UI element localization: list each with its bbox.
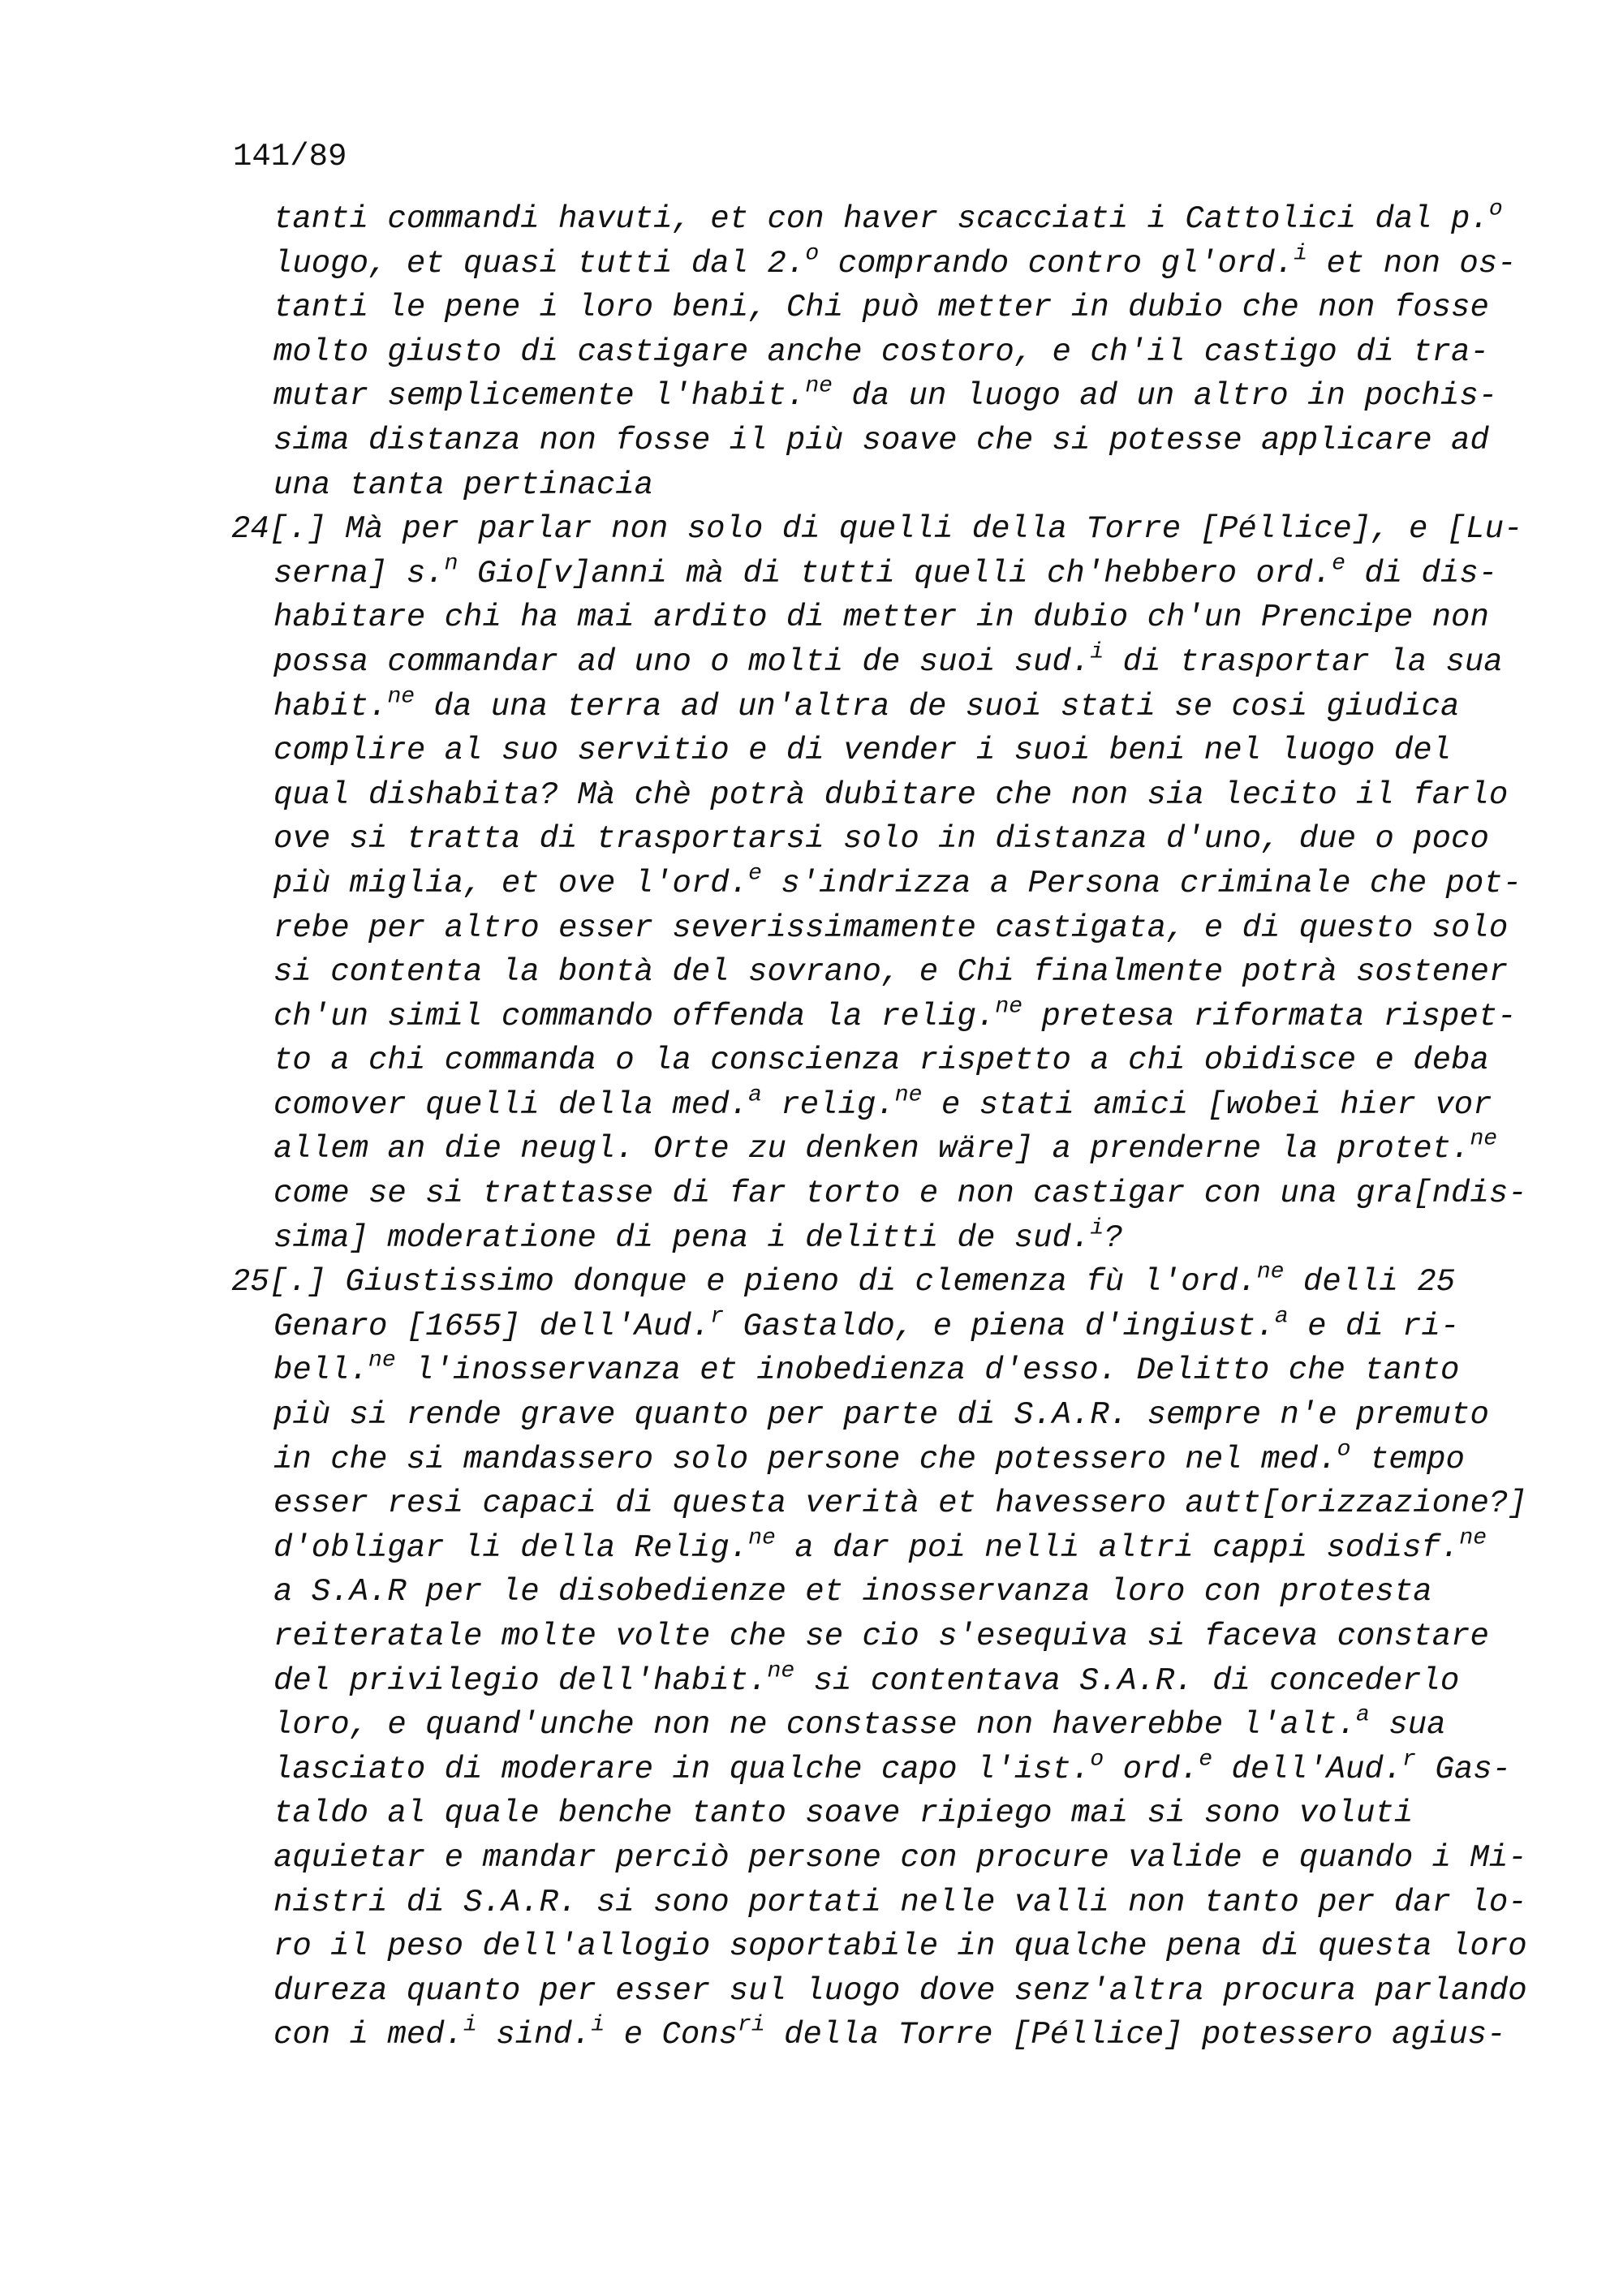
text-run: una tanta pertinacia xyxy=(273,467,654,503)
text-run: sima] moderatione di pena i delitti de sud. xyxy=(273,1219,1091,1256)
text-run: allem an die neugl. Orte zu denken wäre] a prenderne la protet. xyxy=(273,1131,1470,1167)
text-run: s'indrizza a Persona criminale che pot- xyxy=(761,865,1522,901)
text-run: ? xyxy=(1104,1219,1123,1256)
superscript-abbreviation: e xyxy=(1199,1747,1213,1773)
text-run: qual dishabita? Mà chè potrà dubitare che non sia lecito il farlo xyxy=(273,776,1509,813)
superscript-abbreviation: o xyxy=(1337,1437,1351,1463)
text-line xyxy=(231,994,1517,1039)
text-line xyxy=(231,1481,1527,1526)
text-run: di trasportar la sua xyxy=(1104,643,1503,680)
text-run: loro, e quand'unche non ne constasse non haverebbe l'alt. xyxy=(273,1707,1357,1743)
text-run: da una terra ad un'altra de suoi stati se cosi giudica xyxy=(415,688,1460,724)
text-run: habit. xyxy=(273,688,388,724)
text-run: relig. xyxy=(761,1086,895,1123)
text-run: d'obligar li della Relig. xyxy=(273,1529,749,1566)
text-line xyxy=(231,2012,1506,2057)
text-run: et non os- xyxy=(1307,245,1517,282)
superscript-abbreviation: o xyxy=(805,241,820,267)
text-run: lasciato di moderare in qualche capo l'ist. xyxy=(273,1751,1091,1787)
text-line xyxy=(231,1881,1527,1925)
text-run: ove si tratta di trasportarsi solo in distanza d'uno, due o poco xyxy=(273,821,1489,858)
text-run: a dar poi nelli altri cappi sodisf. xyxy=(775,1529,1460,1566)
superscript-abbreviation: i xyxy=(591,2012,605,2038)
text-run: si contentava S.A.R. di concederlo xyxy=(794,1662,1460,1699)
text-line xyxy=(231,1659,1497,1704)
superscript-abbreviation: ne xyxy=(368,1348,396,1374)
superscript-abbreviation: ne xyxy=(894,1082,923,1108)
text-line xyxy=(231,1615,1497,1659)
text-run: esser resi capaci di questa verità et havessero autt[orizzazione?] xyxy=(273,1486,1527,1522)
text-run: mutar semplicemente l'habit. xyxy=(273,378,806,415)
superscript-abbreviation: i xyxy=(1090,1215,1104,1241)
text-run: di dis- xyxy=(1345,555,1498,591)
superscript-abbreviation: ri xyxy=(738,2012,765,2038)
text-run: 24[.] Mà per parlar non solo di quelli della Torre [Péllice], e [Lu- xyxy=(231,511,1523,548)
superscript-abbreviation: e xyxy=(748,861,762,887)
text-run: ch'un simil commando offenda la relig. xyxy=(273,998,996,1034)
superscript-abbreviation: ne xyxy=(805,373,833,399)
superscript-abbreviation: o xyxy=(1488,196,1503,222)
text-run: rebe per altro esser severissimamente castigata, e di questo solo xyxy=(273,909,1509,946)
superscript-abbreviation: n xyxy=(444,551,458,577)
text-line xyxy=(231,552,1497,596)
text-line xyxy=(231,639,1503,685)
text-line xyxy=(231,906,1509,951)
text-run: e di ri- xyxy=(1288,1308,1460,1344)
text-line xyxy=(231,1836,1527,1881)
text-line xyxy=(231,1747,1512,1792)
text-run: nistri di S.A.R. si sono portati nelle valli non tanto per dar lo- xyxy=(273,1884,1527,1920)
superscript-abbreviation: i xyxy=(1090,639,1104,665)
paragraph-first-line xyxy=(231,1260,1497,1305)
text-run: del privilegio dell'habit. xyxy=(273,1662,768,1699)
text-run: con i med. xyxy=(273,2017,464,2053)
text-run: bell. xyxy=(273,1352,369,1389)
text-run: più miglia, et ove l'ord. xyxy=(273,865,749,901)
superscript-abbreviation: ne xyxy=(1470,1127,1498,1153)
text-line xyxy=(231,950,1509,995)
text-run: in che si mandassero solo persone che potessero nel med. xyxy=(273,1441,1337,1477)
superscript-abbreviation: ne xyxy=(767,1658,795,1684)
text-run: habitare chi ha mai ardito di metter in dubio ch'un Prencipe non xyxy=(273,600,1489,636)
text-run: a S.A.R per le disobedienze et inosservanza loro con protesta xyxy=(273,1574,1432,1610)
text-line xyxy=(231,330,1497,375)
text-run: dureza quanto per esser sul luogo dove senz'altra procura parlando xyxy=(273,1972,1527,2009)
text-line xyxy=(231,1305,1497,1349)
text-run: e stati amici [wobei hier vor xyxy=(922,1086,1492,1123)
text-line xyxy=(231,419,1497,463)
superscript-abbreviation: a xyxy=(748,1082,762,1108)
text-line xyxy=(231,595,1497,640)
text-run: tempo xyxy=(1350,1441,1465,1477)
text-line xyxy=(231,1083,1497,1128)
text-line xyxy=(231,196,1503,242)
text-line xyxy=(231,1216,1497,1261)
text-line xyxy=(231,1038,1497,1083)
text-line xyxy=(231,1348,1497,1393)
text-line xyxy=(231,1172,1527,1216)
text-run: Genaro [1655] dell'Aud. xyxy=(273,1308,711,1344)
text-line xyxy=(231,1791,1497,1836)
text-run: comover quelli della med. xyxy=(273,1086,749,1123)
superscript-abbreviation: o xyxy=(1090,1747,1104,1773)
text-run: possa commandar ad uno o molti de suoi sud. xyxy=(273,643,1091,680)
text-run: Gio[v]anni mà di tutti quelli ch'hebbero ord. xyxy=(458,555,1332,591)
text-line xyxy=(231,1924,1527,1969)
text-run: molto giusto di castigare anche costoro, e ch'il castigo di tra- xyxy=(273,333,1489,370)
text-run: taldo al quale benche tanto soave ripiego mai si sono voluti xyxy=(273,1795,1414,1832)
superscript-abbreviation: e xyxy=(1332,551,1345,577)
text-run: 25[.] Giustissimo donque e pieno di clemenza fù l'ord. xyxy=(231,1264,1257,1301)
superscript-abbreviation: ne xyxy=(387,684,415,710)
text-line xyxy=(231,773,1509,818)
text-run: da un luogo ad un altro in pochis- xyxy=(833,378,1498,415)
text-run: si contenta la bontà del sovrano, e Chi finalmente potrà sostener xyxy=(273,954,1509,991)
body-text xyxy=(231,196,1527,2057)
superscript-abbreviation: ne xyxy=(1256,1259,1285,1285)
superscript-abbreviation: r xyxy=(710,1304,725,1330)
text-line xyxy=(231,817,1497,862)
text-line xyxy=(231,463,1497,508)
text-line xyxy=(231,286,1497,330)
text-run: reiteratale molte volte che se cio s'esequiva si faceva constare xyxy=(273,1619,1489,1654)
page-number: 141/89 xyxy=(233,139,347,174)
text-line xyxy=(231,374,1497,419)
text-run: sind. xyxy=(476,2017,592,2053)
text-line xyxy=(231,1393,1497,1438)
text-run: complire al suo servitio e di vender i suoi beni nel luogo del xyxy=(273,733,1452,769)
superscript-abbreviation: ne xyxy=(1459,1525,1487,1551)
text-line xyxy=(231,241,1517,286)
text-line xyxy=(231,1526,1497,1571)
text-run: tanti commandi havuti, et con haver scacciati i Cattolici dal p. xyxy=(273,201,1489,237)
superscript-abbreviation: a xyxy=(1274,1304,1289,1330)
text-run: sua xyxy=(1369,1707,1446,1743)
superscript-abbreviation: r xyxy=(1402,1747,1417,1773)
text-line xyxy=(231,861,1522,906)
text-run: Gastaldo, e piena d'ingiust. xyxy=(724,1308,1275,1344)
text-run: sima distanza non fosse il più soave che si potesse applicare ad xyxy=(273,422,1489,458)
text-run: luogo, et quasi tutti dal 2. xyxy=(273,245,806,282)
text-run: delli 25 xyxy=(1284,1264,1456,1301)
superscript-abbreviation: ne xyxy=(995,994,1023,1020)
text-run: ord. xyxy=(1104,1751,1199,1787)
paragraph-first-line xyxy=(231,507,1523,552)
text-run: tanti le pene i loro beni, Chi può metter in dubio che non fosse xyxy=(273,290,1489,326)
text-run: aquietar e mandar perciò persone con procure valide e quando i Mi- xyxy=(273,1839,1527,1876)
text-run: della Torre [Péllice] potessero agius- xyxy=(764,2017,1506,2053)
text-run: l'inosservanza et inobedienza d'esso. Delitto che tanto xyxy=(395,1352,1460,1389)
text-run: to a chi commanda o la conscienza rispetto a chi obidisce e deba xyxy=(273,1043,1489,1079)
text-run: come se si trattasse di far torto e non castigar con una gra[ndis- xyxy=(273,1176,1527,1212)
text-line xyxy=(231,1127,1497,1172)
text-run: comprando contro gl'ord. xyxy=(819,245,1294,282)
text-line xyxy=(231,1969,1527,2014)
text-line xyxy=(231,685,1497,729)
text-run: ro il peso dell'allogio soportabile in qualche pena di questa loro xyxy=(273,1928,1527,1965)
superscript-abbreviation: i xyxy=(463,2012,477,2038)
text-run: pretesa riformata rispet- xyxy=(1022,998,1517,1034)
text-run: Gas- xyxy=(1416,1751,1512,1787)
text-line xyxy=(231,1703,1497,1748)
superscript-abbreviation: i xyxy=(1294,241,1308,267)
text-run: serna] s. xyxy=(273,555,445,591)
text-run: dell'Aud. xyxy=(1212,1751,1403,1787)
text-line xyxy=(231,1570,1497,1615)
superscript-abbreviation: ne xyxy=(748,1525,776,1551)
superscript-abbreviation: a xyxy=(1356,1702,1370,1728)
text-run: più si rende grave quanto per parte di S.A.R. sempre n'e premuto xyxy=(273,1397,1489,1434)
text-run: e Cons xyxy=(605,2017,738,2053)
text-line xyxy=(231,729,1497,773)
text-line xyxy=(231,1438,1497,1482)
